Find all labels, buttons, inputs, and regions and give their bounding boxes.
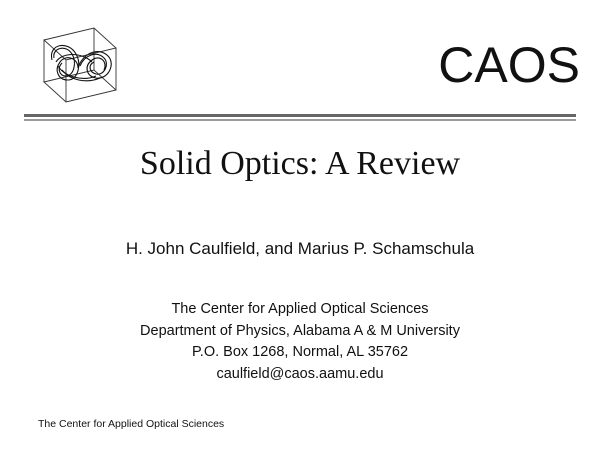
authors-line: H. John Caulfield, and Marius P. Schamschula (125, 239, 475, 258)
email-address: caulfield@caos.aamu.edu (216, 365, 384, 382)
address-line: P.O. Box 1268, Normal, AL 35762 (191, 344, 409, 360)
footer-text: The Center for Applied Optical Sciences (38, 418, 225, 430)
caos-logo (38, 22, 122, 106)
department-line: Department of Physics, Alabama A & M University (140, 322, 460, 339)
institution-name: The Center for Applied Optical Sciences (171, 301, 429, 317)
header-rule-secondary (24, 119, 576, 121)
slide-title: Solid Optics: A Review (139, 145, 461, 182)
chaotic-attractor-cube-icon (38, 22, 122, 106)
brand-wordmark: CAOS (438, 37, 580, 93)
header-rule-primary (24, 114, 576, 117)
affiliation-block (0, 299, 600, 385)
